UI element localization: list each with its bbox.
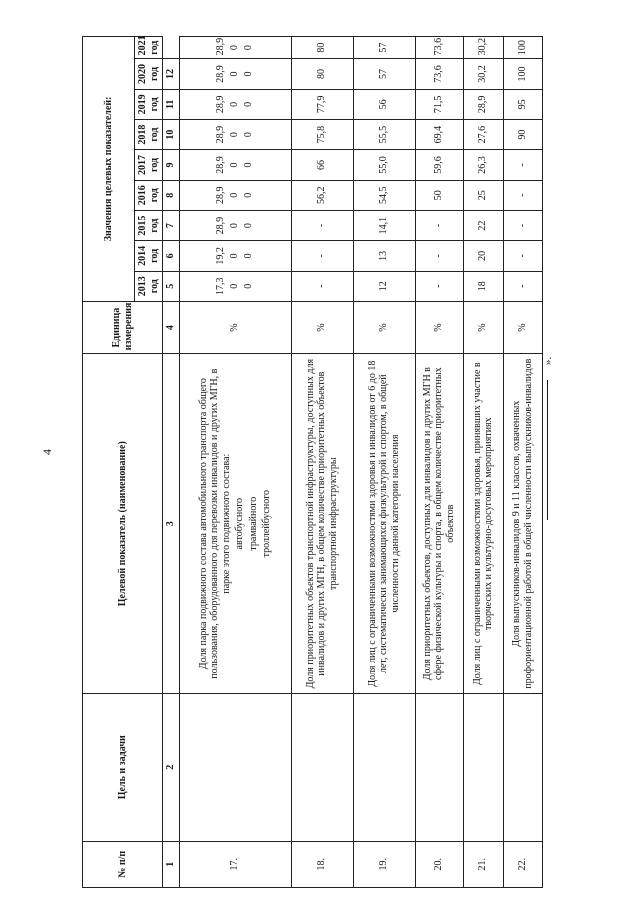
value-cell: 55,0 (353, 150, 415, 180)
header-year: 2014 год (135, 241, 163, 271)
value-cell: 28,9 0 0 (179, 150, 291, 180)
value-cell: 28,9 0 0 (179, 37, 291, 59)
value-cell: 55,5 (353, 119, 415, 149)
value-cell: 17,3 0 0 (179, 271, 291, 301)
table-row (179, 37, 291, 888)
indicator-cell: Доля приоритетных объектов, доступных для инвалидов и других МГН в сфере физической культуры и спорта, в общем количестве приоритетных объектов (415, 354, 463, 694)
header-year: 2018 год (135, 119, 163, 149)
goal-cell (179, 693, 291, 841)
row-number: 17. (179, 841, 291, 887)
value-cell: 80 (291, 59, 353, 89)
goal-cell (503, 693, 542, 841)
header-indicator: Целевой показатель (наименование) (83, 354, 163, 694)
indicator-cell: Доля выпускников-инвалидов 9 и 11 классов, охваченных профориентационной работой в общей численности выпускников-инвалидов (503, 354, 542, 694)
value-cell: 57 (353, 37, 415, 59)
unit-cell: % (179, 301, 291, 354)
table-row (503, 37, 542, 888)
value-cell: - (415, 271, 463, 301)
value-cell: 77,9 (291, 89, 353, 119)
value-cell: 50 (415, 180, 463, 210)
value-cell: 18 (463, 271, 503, 301)
value-cell: 80 (291, 37, 353, 59)
value-cell: 69,4 (415, 119, 463, 149)
value-cell: 20 (463, 241, 503, 271)
goal-cell (291, 693, 353, 841)
value-cell: 56 (353, 89, 415, 119)
indicator-text: Доля парка подвижного состава автомобильного транспорта общего пользования, оборудованного для перевозки инвалидов и других МГН, в парке этого подвижного состава: (197, 368, 232, 679)
value-cell: 28,9 0 0 (179, 210, 291, 240)
row-number: 19. (353, 841, 415, 887)
goal-cell (415, 693, 463, 841)
unit-cell: % (353, 301, 415, 354)
value-cell: 27,6 (463, 119, 503, 149)
value-cell: 66 (291, 150, 353, 180)
subitem-bus: автобусного (234, 497, 245, 550)
header-values-group: Значения целевых показателей: (83, 37, 135, 302)
goal-cell (463, 693, 503, 841)
header-year: 2019 год (135, 89, 163, 119)
value-cell: 13 (353, 241, 415, 271)
unit-cell: % (415, 301, 463, 354)
indicator-cell (179, 354, 291, 694)
value-cell: 22 (463, 210, 503, 240)
unit-cell: % (503, 301, 542, 354)
column-number: 4 (163, 301, 180, 354)
value-cell: 100 (503, 37, 542, 59)
value-cell: 56,2 (291, 180, 353, 210)
header-year: 2015 год (135, 210, 163, 240)
subitem-trolleybus: троллейбусного (261, 489, 272, 558)
value-cell: 73,6 (415, 59, 463, 89)
table-row (291, 37, 353, 888)
unit-cell: % (463, 301, 503, 354)
value-cell: - (503, 241, 542, 271)
row-number: 21. (463, 841, 503, 887)
column-number: 12 (163, 59, 180, 89)
header-year: 2017 год (135, 150, 163, 180)
value-cell: 95 (503, 89, 542, 119)
column-number: 7 (163, 210, 180, 240)
value-cell: - (291, 271, 353, 301)
value-cell: 59,6 (415, 150, 463, 180)
value-cell: - (503, 180, 542, 210)
closing-quote: ». (542, 356, 554, 366)
value-cell: 90 (503, 119, 542, 149)
column-number: 11 (163, 89, 180, 119)
row-number: 18. (291, 841, 353, 887)
table-row (353, 37, 415, 888)
row-number: 20. (415, 841, 463, 887)
value-cell: 57 (353, 59, 415, 89)
value-cell: - (503, 271, 542, 301)
column-number: 9 (163, 150, 180, 180)
value-cell: 28,9 0 0 (179, 59, 291, 89)
header-year: 2021 год (135, 37, 163, 59)
column-number: 1 (163, 841, 180, 887)
column-number: 6 (163, 241, 180, 271)
value-cell: - (291, 210, 353, 240)
header-year: 2016 год (135, 180, 163, 210)
indicator-cell: Доля лиц с ограниченными возможностями здоровья и инвалидов от 6 до 18 лет, систематически занимающихся физкультурой и спортом, в общей численности данной категории населения (353, 354, 415, 694)
header-unit: Единица измерения (83, 301, 163, 354)
value-cell: 25 (463, 180, 503, 210)
value-cell: 26,3 (463, 150, 503, 180)
value-cell: 71,5 (415, 89, 463, 119)
value-cell: 30,2 (463, 37, 503, 59)
header-num: № п/п (83, 841, 163, 887)
table-row (463, 37, 503, 888)
header-year: 2020 год (135, 59, 163, 89)
subitem-tram: трамвайного (247, 496, 259, 551)
value-cell: 75,8 (291, 119, 353, 149)
value-cell: 19,2 0 0 (179, 241, 291, 271)
goal-cell (353, 693, 415, 841)
row-number: 22. (503, 841, 542, 887)
value-cell: 73,6 (415, 37, 463, 59)
indicators-table-rotated (82, 35, 534, 888)
table-row (415, 37, 463, 888)
value-cell: - (415, 241, 463, 271)
column-number: 2 (163, 693, 180, 841)
column-number: 3 (163, 354, 180, 694)
indicator-cell: Доля приоритетных объектов транспортной инфраструктуры, доступных для инвалидов и других МГН, в общем количестве приоритетных объектов транспортной инфраструктуры (291, 354, 353, 694)
closing-line (547, 380, 548, 520)
value-cell: 28,9 0 0 (179, 119, 291, 149)
value-cell: 14,1 (353, 210, 415, 240)
value-cell: 100 (503, 59, 542, 89)
value-cell: 30,2 (463, 59, 503, 89)
column-number: 10 (163, 119, 180, 149)
value-cell: - (503, 210, 542, 240)
value-cell: 28,9 (463, 89, 503, 119)
value-cell: 28,9 0 0 (179, 89, 291, 119)
value-cell: - (291, 241, 353, 271)
unit-cell: % (291, 301, 353, 354)
value-cell: 12 (353, 271, 415, 301)
indicators-table (82, 36, 543, 888)
column-number: 8 (163, 180, 180, 210)
value-cell: - (503, 150, 542, 180)
header-year: 2013 год (135, 271, 163, 301)
page-number: 4 (40, 449, 54, 455)
column-number: 5 (163, 271, 180, 301)
header-goal: Цель и задачи (83, 693, 163, 841)
value-cell: 54,5 (353, 180, 415, 210)
indicator-cell: Доля лиц с ограниченными возможностями здоровья, принявших участие в творческих и культурно-досуговых мероприятиях (463, 354, 503, 694)
value-cell: - (415, 210, 463, 240)
value-cell: 28,9 0 0 (179, 180, 291, 210)
